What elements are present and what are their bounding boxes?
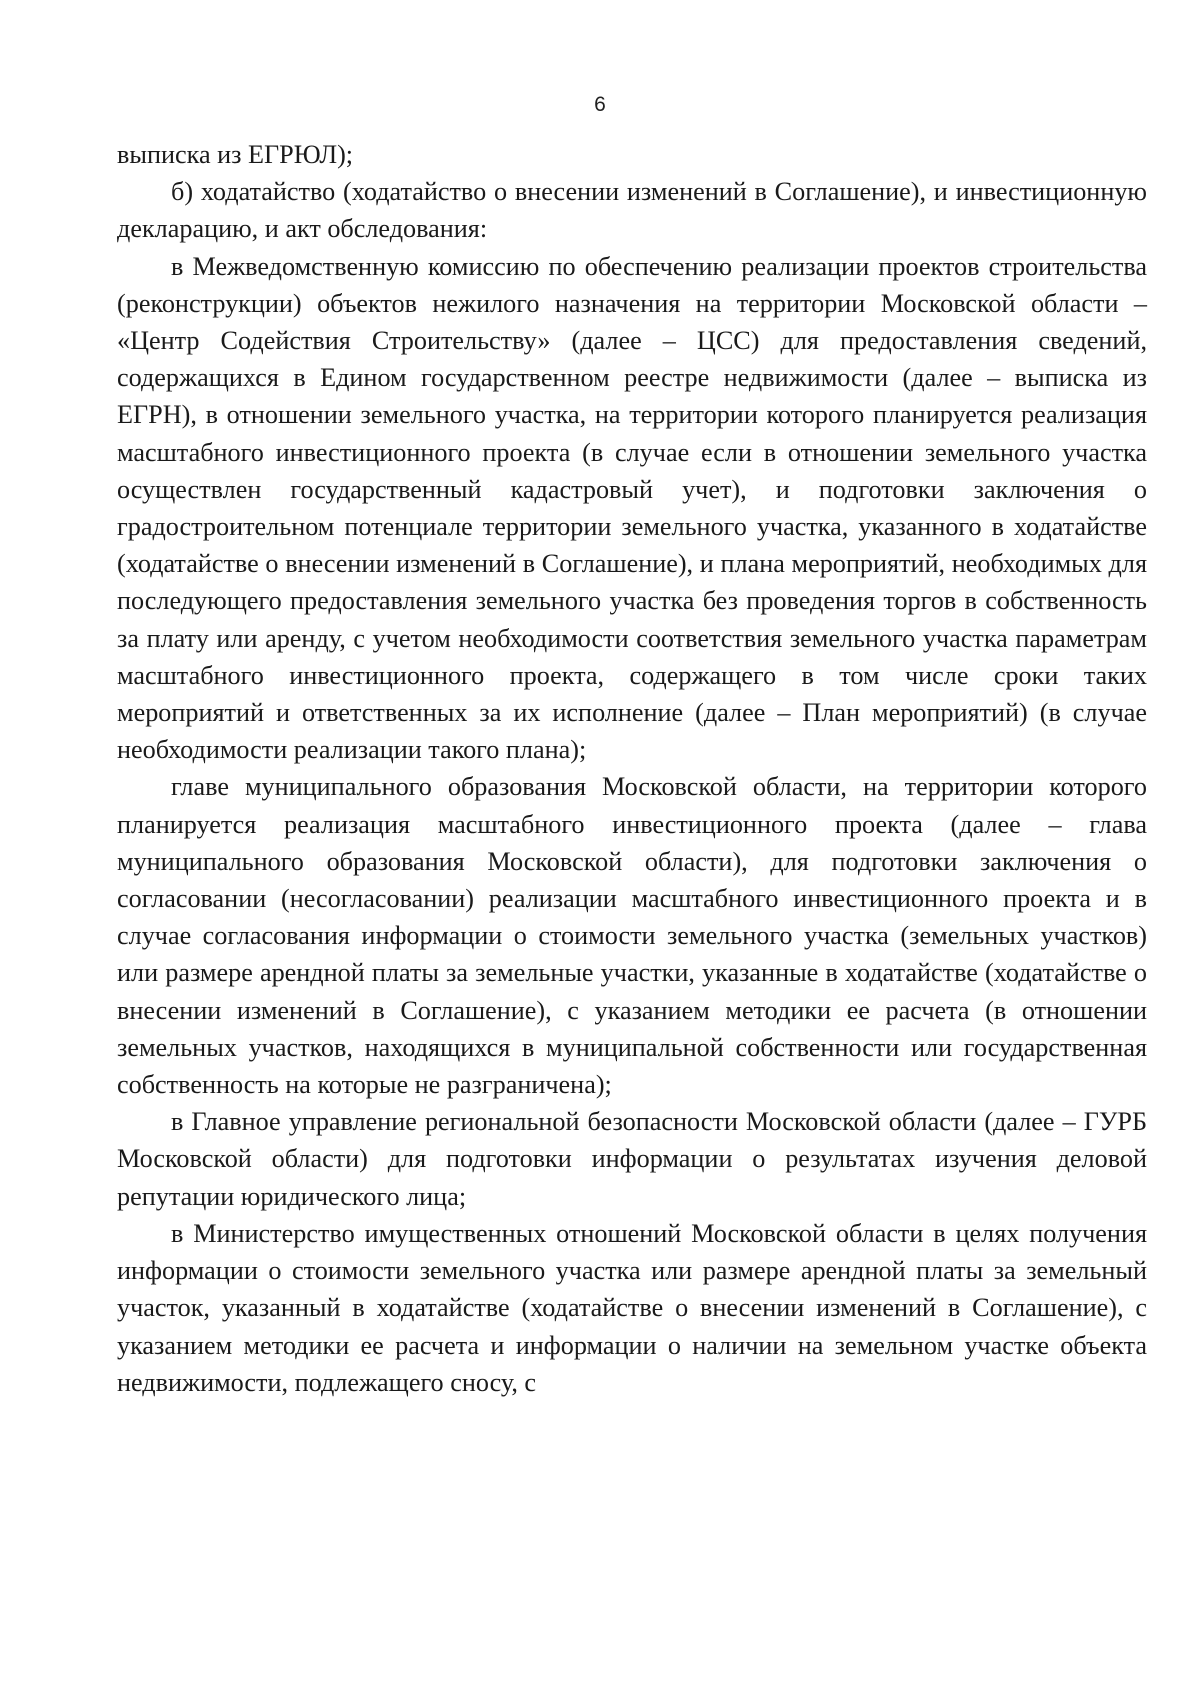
paragraph-municipal-head: главе муниципального образования Московской области, на территории которого планируется реализация масштабного инвестиционного проекта (далее – глава муниципального образования Московской области), для подготовки заключения о согласовании (несогласовании) реализации масштабного инвестиционного проекта и в случае согласования информации о стоимости земельного участка (земельных участков) или размере арендной платы за земельные участки, указанные в ходатайстве (ходатайстве о внесении изменений в Соглашение), с указанием методики ее расчета (в отношении земельных участков, находящихся в муниципальной собственности или государственная собственность на которые не разграничена); <box>117 772 1147 1100</box>
page-number: 6 <box>594 93 606 116</box>
paragraph-petition-item-b: б) ходатайство (ходатайство о внесении изменений в Соглашение), и инвестиционную декларацию, и акт обследования: <box>117 177 1147 244</box>
document-body <box>117 136 1147 1401</box>
paragraph-property-ministry: в Министерство имущественных отношений Московской области в целях получения информации о стоимости земельного участка или размере арендной платы за земельный участок, указанный в ходатайстве (ходатайстве о внесении изменений в Соглашение), с указанием методики ее расчета и информации о наличии на земельном участке объекта недвижимости, подлежащего сносу, с <box>117 1218 1147 1397</box>
paragraph-gurb: в Главное управление региональной безопасности Московской области (далее – ГУРБ Московской области) для подготовки информации о результатах изучения деловой репутации юридического лица; <box>117 1107 1147 1211</box>
paragraph-interdepartmental-commission: в Межведомственную комиссию по обеспечению реализации проектов строительства (реконструкции) объектов нежилого назначения на территории Московской области – «Центр Содействия Строительству» (далее – ЦСС) для предоставления сведений, содержащихся в Едином государственном реестре недвижимости (далее – выписка из ЕГРН), в отношении земельного участка, на территории которого планируется реализация масштабного инвестиционного проекта (в случае если в отношении земельного участка осуществлен государственный кадастровый учет), и подготовки заключения о градостроительном потенциале территории земельного участка, указанного в ходатайстве (ходатайстве о внесении изменений в Соглашение), и плана мероприятий, необходимых для последующего предоставления земельного участка без проведения торгов в собственность за плату или аренду, с учетом необходимости соответствия земельного участка параметрам масштабного инвестиционного проекта, содержащего в том числе сроки таких мероприятий и ответственных за их исполнение (далее – План мероприятий) (в случае необходимости реализации такого плана); <box>117 251 1147 765</box>
paragraph-egrul-continuation: выписка из ЕГРЮЛ); <box>117 140 354 169</box>
